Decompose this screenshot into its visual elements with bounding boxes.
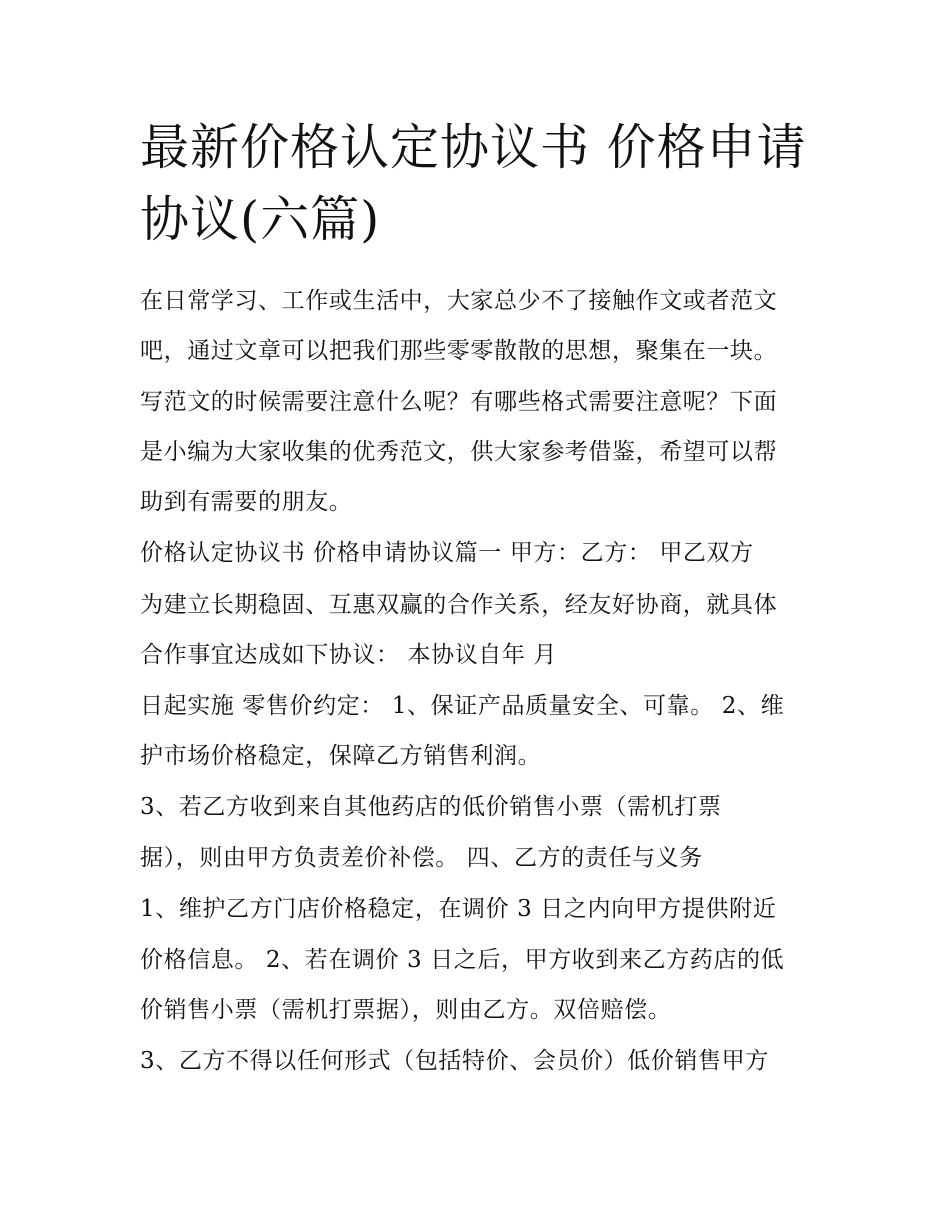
body-line: 日起实施 零售价约定： 1、保证产品质量安全、可靠。 2、维 bbox=[140, 693, 785, 719]
title-line: 协议(六篇) bbox=[140, 191, 381, 248]
body-line: 护市场价格稳定，保障乙方销售利润。 bbox=[140, 743, 542, 769]
body-line: 价格认定协议书 价格申请协议篇一 甲方：乙方： 甲乙双方 bbox=[140, 540, 754, 566]
document-title bbox=[140, 112, 840, 256]
body-line: 吧，通过文章可以把我们那些零零散散的思想，聚集在一块。 bbox=[140, 338, 778, 364]
body-line: 1、维护乙方门店价格稳定，在调价 3 日之内向甲方提供附近 bbox=[140, 896, 777, 922]
body-line: 为建立长期稳固、互惠双赢的合作关系，经友好协商，就具体 bbox=[140, 592, 778, 618]
body-line: 助到有需要的朋友。 bbox=[140, 489, 353, 515]
body-line: 据），则由甲方负责差价补偿。 四、乙方的责任与义务 bbox=[140, 845, 703, 871]
body-line: 在日常学习、工作或生活中，大家总少不了接触作文或者范文 bbox=[140, 288, 778, 314]
title-line: 最新价格认定协议书 价格申请 bbox=[140, 119, 807, 176]
body-line: 价格信息。 2、若在调价 3 日之后，甲方收到来乙方药店的低 bbox=[140, 947, 785, 973]
body-line: 3、若乙方收到来自其他药店的低价销售小票（需机打票 bbox=[140, 794, 722, 820]
body-line: 写范文的时候需要注意什么呢？有哪些格式需要注意呢？下面 bbox=[140, 389, 778, 415]
body-line: 是小编为大家收集的优秀范文，供大家参考借鉴，希望可以帮 bbox=[140, 439, 778, 465]
body-line: 价销售小票（需机打票据），则由乙方。双倍赔偿。 bbox=[140, 997, 672, 1023]
body-line: 合作事宜达成如下协议： 本协议自年 月 bbox=[140, 642, 558, 668]
body-line: 3、乙方不得以任何形式（包括特价、会员价）低价销售甲方 bbox=[140, 1048, 769, 1074]
